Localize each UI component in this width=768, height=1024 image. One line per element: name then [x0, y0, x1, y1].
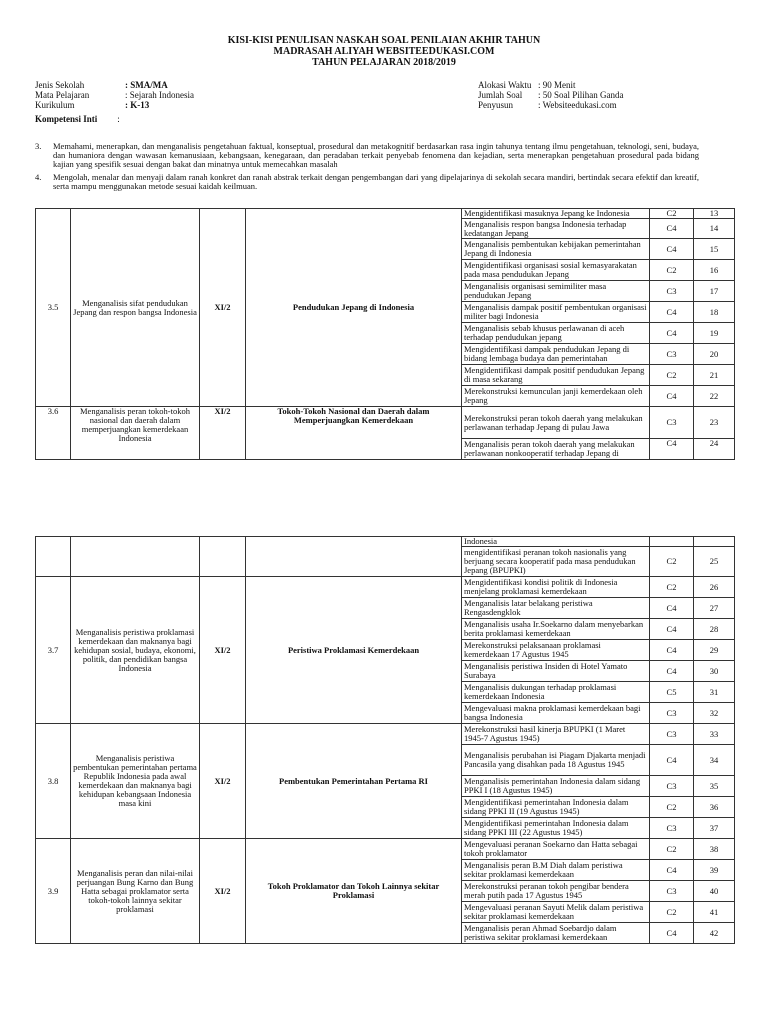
indikator: Merekonstruksi peran tokoh daerah yang melakukan perlawanan terhadap Jepang di pulau Jawa	[462, 407, 650, 439]
indikator: Mengevaluasi peranan Sayuti Melik dalam peristiwa sekitar proklamasi kemerdekaan	[462, 902, 650, 923]
nomor-soal: 16	[694, 260, 735, 281]
materi-empty	[246, 537, 462, 577]
meta-label: Mata Pelajaran	[35, 90, 90, 100]
level-kognitif: C2	[650, 209, 694, 219]
nomor-soal: 42	[694, 923, 735, 944]
indikator: Menganalisis pembentukan kebijakan pemerintahan Jepang di Indonesia	[462, 239, 650, 260]
title-line-2: MADRASAH ALIYAH WEBSITEEDUKASI.COM	[273, 46, 495, 57]
kelas: XI/2	[200, 577, 246, 724]
indikator: Mengevaluasi peranan Soekarno dan Hatta sebagai tokoh proklamator	[462, 839, 650, 860]
nomor-soal: 29	[694, 640, 735, 661]
nomor-soal: 39	[694, 860, 735, 881]
kd-code: 3.9	[36, 839, 71, 944]
indikator: Menganalisis organisasi semimiliter masa pendudukan Jepang	[462, 281, 650, 302]
level-kognitif: C3	[650, 407, 694, 439]
indikator: Mengidentifikasi dampak positif pendudukan Jepang di masa sekarang	[462, 365, 650, 386]
level-kognitif: C4	[650, 640, 694, 661]
nomor-soal: 37	[694, 818, 735, 839]
nomor-soal: 35	[694, 776, 735, 797]
indikator: Menganalisis dukungan terhadap proklamasi kemerdekaan Indonesia	[462, 682, 650, 703]
kd-code: 3.8	[36, 724, 71, 839]
kd-description: Menganalisis sifat pendudukan Jepang dan respon bangsa Indonesia	[71, 209, 200, 407]
level-kognitif: C4	[650, 923, 694, 944]
kelas: XI/2	[200, 407, 246, 460]
table-row	[36, 209, 735, 219]
meta-label: Jenis Sekolah	[35, 80, 85, 90]
indikator: Merekonstruksi peranan tokoh pengibar bendera merah putih pada 17 Agustus 1945	[462, 881, 650, 902]
level-kognitif: C3	[650, 724, 694, 745]
meta-value: : Websiteedukasi.com	[538, 100, 617, 110]
nomor-soal: 24	[694, 439, 735, 460]
meta-value: : Sejarah Indonesia	[125, 90, 194, 100]
meta-label: Alokasi Waktu	[478, 80, 532, 90]
level-kognitif: C2	[650, 260, 694, 281]
indikator: Mengidentifikasi pemerintahan Indonesia dalam sidang PPKI II (19 Agustus 1945)	[462, 797, 650, 818]
kd-description: Menganalisis peristiwa proklamasi kemerdekaan dan maknanya bagi kehidupan sosial, budaya, ekonomi, politik, dan pendidikan bangsa Indonesia	[71, 577, 200, 724]
kd-description-empty	[71, 537, 200, 577]
kelas: XI/2	[200, 724, 246, 839]
kd-description: Menganalisis peristiwa pembentukan pemerintahan pertama Republik Indonesia pada awal kemerdekaan dan maknanya bagi kehidupan kebangsaan Indonesia masa kini	[71, 724, 200, 839]
indikator: Indonesia	[462, 537, 650, 547]
table-row	[36, 577, 735, 598]
level-kognitif: C4	[650, 619, 694, 640]
kd-code: 3.7	[36, 577, 71, 724]
nomor-soal: 15	[694, 239, 735, 260]
title-line-1: KISI-KISI PENULISAN NASKAH SOAL PENILAIAN AKHIR TAHUN	[227, 35, 541, 46]
nomor-soal: 25	[694, 547, 735, 577]
level-kognitif: C3	[650, 344, 694, 365]
meta-value: : 90 Menit	[538, 80, 576, 90]
indikator: Menganalisis latar belakang peristiwa Rengasdengklok	[462, 598, 650, 619]
nomor-soal: 18	[694, 302, 735, 323]
nomor-soal: 36	[694, 797, 735, 818]
kd-code: 3.5	[36, 209, 71, 407]
kisi-table-2	[35, 536, 735, 944]
indikator: Merekonstruksi hasil kinerja BPUPKI (1 Maret 1945-7 Agustus 1945)	[462, 724, 650, 745]
level-kognitif: C3	[650, 881, 694, 902]
nomor-soal: 34	[694, 745, 735, 776]
ki-item: 4. Mengolah, menalar dan menyaji dalam ranah konkret dan ranah abstrak terkait dengan pengembangan dari yang dipelajarinya di sekolah secara mandiri, bertindak secara efektif dan kreatif, serta mampu menggunakan metode sesuai kaidah keilmuan.	[35, 172, 699, 192]
indikator: Menganalisis pemerintahan Indonesia dalam sidang PPKI I (18 Agustus 1945)	[462, 776, 650, 797]
indikator: Menganalisis perubahan isi Piagam Djakarta menjadi Pancasila yang disahkan pada 18 Agustus 1945	[462, 745, 650, 776]
materi: Tokoh Proklamator dan Tokoh Lainnya sekitar Proklamasi	[246, 839, 462, 944]
meta-value: : SMA/MA	[125, 80, 168, 90]
nomor-soal: 21	[694, 365, 735, 386]
kompetensi-inti-heading: Kompetensi Inti :	[35, 114, 120, 124]
level-kognitif: C4	[650, 661, 694, 682]
level-kognitif: C3	[650, 818, 694, 839]
nomor-soal: 19	[694, 323, 735, 344]
indikator: Menganalisis peran B.M Diah dalam peristiwa sekitar proklamasi kemerdekaan	[462, 860, 650, 881]
nomor-soal: 26	[694, 577, 735, 598]
indikator: Menganalisis usaha Ir.Soekarno dalam menyebarkan berita proklamasi kemerdekaan	[462, 619, 650, 640]
level-kognitif: C2	[650, 797, 694, 818]
level-kognitif: C4	[650, 386, 694, 407]
level-kognitif: C2	[650, 577, 694, 598]
indikator: Menganalisis sebab khusus perlawanan di aceh terhadap pendudukan jepang	[462, 323, 650, 344]
indikator: Menganalisis respon bangsa Indonesia terhadap kedatangan Jepang	[462, 219, 650, 239]
nomor-soal: 20	[694, 344, 735, 365]
level-kognitif: C3	[650, 703, 694, 724]
nomor-soal: 14	[694, 219, 735, 239]
nomor-soal: 40	[694, 881, 735, 902]
indikator: Mengidentifikasi kondisi politik di Indonesia menjelang proklamasi kemerdekaan	[462, 577, 650, 598]
meta-value: : 50 Soal Pilihan Ganda	[538, 90, 624, 100]
level-kognitif: C5	[650, 682, 694, 703]
meta-label: Jumlah Soal	[478, 90, 523, 100]
table-row	[36, 839, 735, 860]
nomor-soal: 22	[694, 386, 735, 407]
meta-label: Kurikulum	[35, 100, 75, 110]
table-row	[36, 724, 735, 745]
materi: Pendudukan Jepang di Indonesia	[246, 209, 462, 407]
level-kognitif: C4	[650, 239, 694, 260]
indikator: Mengidentifikasi pemerintahan Indonesia dalam sidang PPKI III (22 Agustus 1945)	[462, 818, 650, 839]
nomor-soal: 17	[694, 281, 735, 302]
materi: Pembentukan Pemerintahan Pertama RI	[246, 724, 462, 839]
nomor-soal: 27	[694, 598, 735, 619]
kd-code: 3.6	[36, 407, 71, 460]
ki-item: 3. Memahami, menerapkan, dan menganalisis pengetahuan faktual, konseptual, prosedural dan metakognitif berdasarkan rasa ingin tahunya tentang ilmu pengetahuan, teknologi, seni, budaya, dan humaniora dengan wawasan kemanusiaan, kebangsaan, kenegaraan, dan peradaban terkait penyebab fenomena dan kejadian, serta menerapkan pengetahuan prosedural pada bidang kajian yang spesifik sesuai dengan bakat dan minatnya untuk memecahkan masalah	[35, 141, 699, 170]
kelas: XI/2	[200, 839, 246, 944]
indikator: Mengidentifikasi organisasi sosial kemasyarakatan pada masa pendudukan Jepang	[462, 260, 650, 281]
level-kognitif: C4	[650, 598, 694, 619]
indikator: mengidentifikasi peranan tokoh nasionalis yang berjuang secara kooperatif pada masa pendudukan Jepang (BPUPKI)	[462, 547, 650, 577]
indikator: Mengidentifikasi dampak pendudukan Jepang di bidang lembaga budaya dan pemerintahan	[462, 344, 650, 365]
table-row	[36, 537, 735, 547]
kelas-empty	[200, 537, 246, 577]
indikator: Merekonstruksi kemunculan janji kemerdekaan oleh Jepang	[462, 386, 650, 407]
level-kognitif: C4	[650, 439, 694, 460]
level-kognitif: C2	[650, 902, 694, 923]
nomor-soal: 28	[694, 619, 735, 640]
nomor-soal: 31	[694, 682, 735, 703]
level-kognitif: C2	[650, 547, 694, 577]
nomor-soal: 38	[694, 839, 735, 860]
table-row	[36, 407, 735, 439]
nomor-soal: 41	[694, 902, 735, 923]
indikator: Mengidentifikasi masuknya Jepang ke Indonesia	[462, 209, 650, 219]
level-kognitif: C3	[650, 281, 694, 302]
indikator: Menganalisis peran Ahmad Soebardjo dalam peristiwa sekitar proklamasi kemerdekaan	[462, 923, 650, 944]
indikator: Menganalisis peristiwa Insiden di Hotel Yamato Surabaya	[462, 661, 650, 682]
materi: Peristiwa Proklamasi Kemerdekaan	[246, 577, 462, 724]
indikator: Menganalisis dampak positif pembentukan organisasi militer bagi Indonesia	[462, 302, 650, 323]
kd-description: Menganalisis peran dan nilai-nilai perjuangan Bung Karno dan Bung Hatta sebagai proklamator serta tokoh-tokoh lainnya sekitar proklamasi	[71, 839, 200, 944]
indikator: Menganalisis peran tokoh daerah yang melakukan perlawanan nonkooperatif terhadap Jepang di	[462, 439, 650, 460]
indikator: Mengevaluasi makna proklamasi kemerdekaan bagi bangsa Indonesia	[462, 703, 650, 724]
document-title	[0, 35, 768, 68]
meta-label: Penyusun	[478, 100, 514, 110]
kd-description: Menganalisis peran tokoh-tokoh nasional dan daerah dalam memperjuangkan kemerdekaan Indonesia	[71, 407, 200, 460]
level-kognitif: C4	[650, 860, 694, 881]
nomor-soal: 23	[694, 407, 735, 439]
indikator: Merekonstruksi pelaksanaan proklamasi kemerdekaan 17 Agustus 1945	[462, 640, 650, 661]
level-kognitif: C2	[650, 839, 694, 860]
nomor-soal: 30	[694, 661, 735, 682]
level-kognitif: C4	[650, 323, 694, 344]
meta-value: : K-13	[125, 100, 150, 110]
nomor-soal: 13	[694, 209, 735, 219]
nomor-soal: 33	[694, 724, 735, 745]
nomor-soal: 32	[694, 703, 735, 724]
materi: Tokoh-Tokoh Nasional dan Daerah dalam Memperjuangkan Kemerdekaan	[246, 407, 462, 460]
level-kognitif: C3	[650, 776, 694, 797]
meta-right	[478, 80, 624, 110]
kisi-table-1	[35, 208, 735, 460]
kd-code-empty	[36, 537, 71, 577]
level-kognitif: C2	[650, 365, 694, 386]
title-line-3: TAHUN PELAJARAN 2018/2019	[312, 57, 456, 68]
level-kognitif: C4	[650, 219, 694, 239]
meta-left	[35, 80, 194, 110]
level-kognitif: C4	[650, 745, 694, 776]
level-kognitif: C4	[650, 302, 694, 323]
nomor-soal-empty	[694, 537, 735, 547]
level-kognitif-empty	[650, 537, 694, 547]
kelas: XI/2	[200, 209, 246, 407]
